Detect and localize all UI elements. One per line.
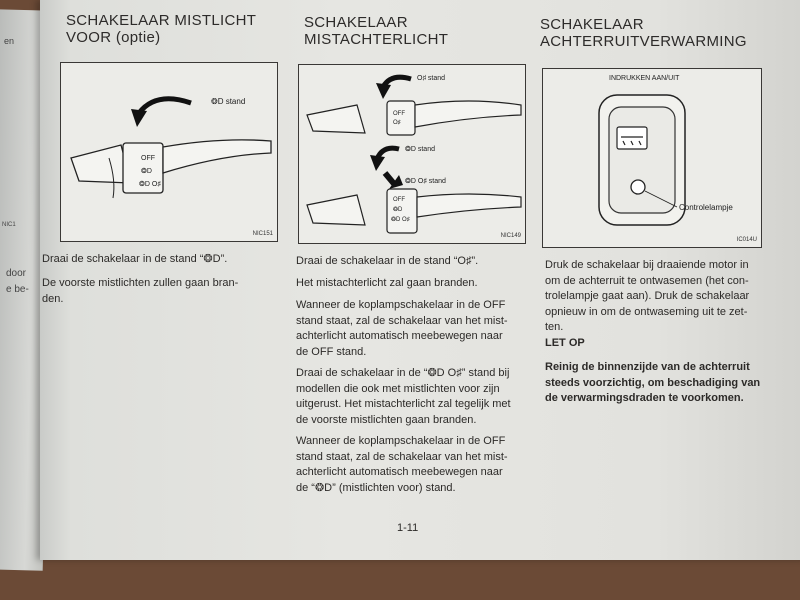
paragraph: Druk de schakelaar bij draaiende motor in om de achterruit te ontwasemen (het con- trolelampje gaat aan). Druk de schakelaar opnieuw in om de ontwaseming uit te zet- ten. [545,259,750,333]
figure-id: NIC149 [500,233,521,239]
warning-text: Reinig de binnenzijde van de achterruit steeds voorzichtig, om beschadiging van de verwarmingsdraden te voorkomen. [545,361,761,404]
heading-line: MISTACHTERLICHT [304,31,449,48]
arrow-head [131,109,147,127]
manual-page [40,0,800,560]
section-heading-front-fog [66,12,256,46]
heading-line: SCHAKELAAR [304,14,408,31]
front-fog-stand-label: ❂D stand [405,146,435,153]
paragraph: Draai de schakelaar in de “❂D O♯” stand bij modellen die ook met mistlichten voor zijn uitgerust. Het mistachterlicht zal tegelijk met de voorste mistlichten gaan branden. [296,367,511,426]
stalk-switch-drawing [61,63,277,241]
section-heading-rear-fog [304,14,448,48]
paragraph: De voorste mistlichten zullen gaan bran- den. [42,277,239,305]
left-page-fragment: en [4,36,15,46]
both-fog-stand-label: ❂D O♯ stand [405,178,446,185]
rear-fog-stand-label: O♯ stand [417,75,446,82]
heading-line: SCHAKELAAR [540,16,644,33]
heading-line: SCHAKELAAR MISTLICHT [66,12,257,29]
defroster-switch-drawing [543,69,761,247]
heading-line: VOOR (optie) [66,29,161,46]
paragraph: Draai de schakelaar in de stand “❂D”. [42,253,228,265]
figure-caption: INDRUKKEN AAN/UIT [609,75,680,82]
figure-id: IC014U [736,237,757,243]
switch-position-off: OFF [393,197,405,203]
left-page-fragment: door [6,268,27,279]
paragraph: Draai de schakelaar in de stand “O♯”. [296,255,479,267]
switch-position-front-fog: ❂D [141,168,152,175]
indicator-lamp-label: Controlelampje [679,203,733,212]
figure-rear-fog-switch [298,64,526,244]
figure-id: NIC151 [252,231,273,237]
heading-line: ACHTERRUITVERWARMING [540,33,747,50]
switch-position-rear-fog: O♯ [393,120,401,126]
switch-position-off: OFF [393,111,405,117]
stalk-switch-drawing [299,65,525,243]
paragraph: Wanneer de koplampschakelaar in de OFF stand staat, zal de schakelaar van het mist- achterlicht automatisch meebewegen naar de OFF stand. [296,299,508,358]
figure-rear-defroster-switch [542,68,762,248]
paragraph: Het mistachterlicht zal gaan branden. [296,277,478,289]
left-page-fragment: NIC1 [2,222,16,228]
fog-stand-label: ❂D stand [211,97,246,106]
switch-position-front-fog: ❂D [393,207,403,213]
section-heading-rear-defroster [540,16,747,50]
switch-position-both-fog: ❂D O♯ [139,181,161,188]
page-number: 1-11 [397,522,419,534]
paragraph: Wanneer de koplampschakelaar in de OFF stand staat, zal de schakelaar van het mist- achterlicht automatisch meebewegen naar de “❂D” (mistlichten voor) stand. [296,435,508,494]
switch-position-off: OFF [141,155,155,162]
switch-position-both-fog: ❂D O♯ [391,217,410,223]
left-page-fragment: e be- [6,284,29,295]
figure-front-fog-switch [60,62,278,242]
warning-title: LET OP [545,337,585,349]
